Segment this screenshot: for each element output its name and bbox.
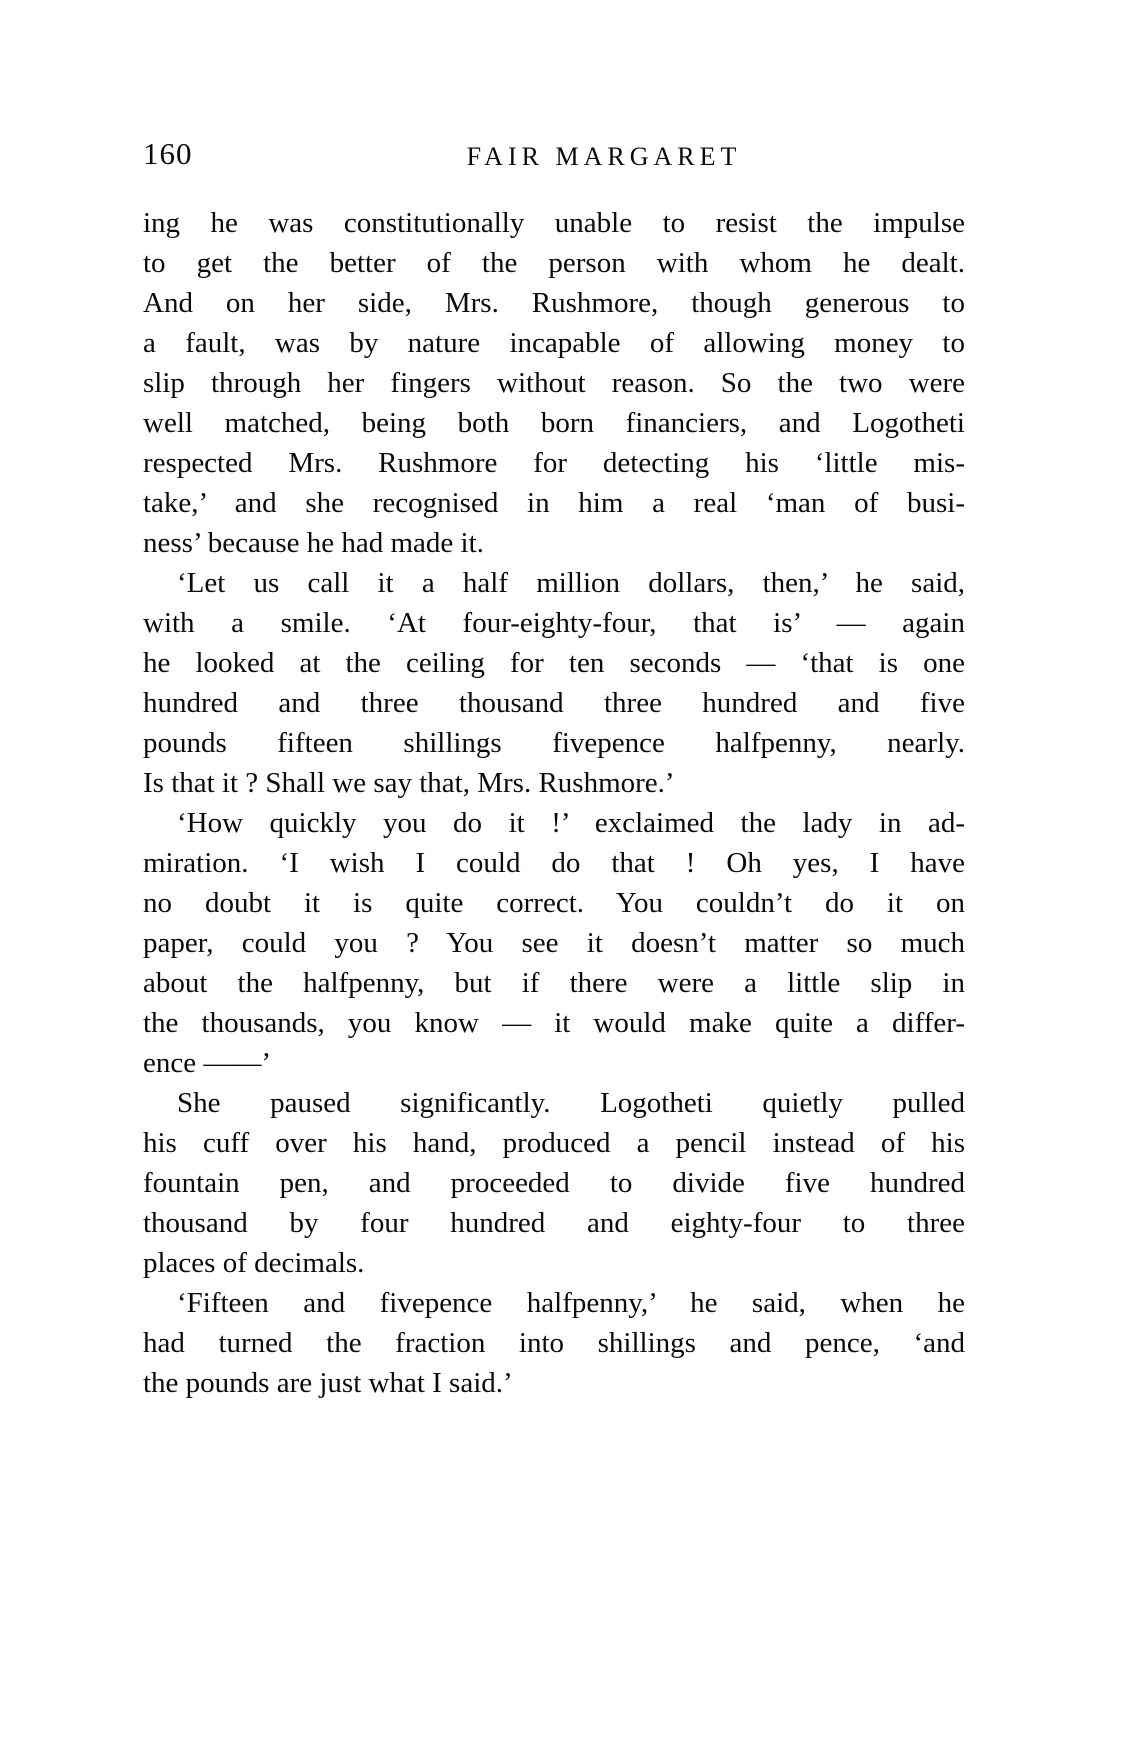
text-line: miration. ‘I wish I could do that ! Oh yes, I have: [143, 847, 965, 879]
text-line: paper, could you ? You see it doesn’t matter so much: [143, 927, 965, 959]
text-line: about the halfpenny, but if there were a little slip in: [143, 967, 965, 999]
text-line: pounds fifteen shillings fivepence halfpenny, nearly.: [143, 727, 965, 759]
text-line: fountain pen, and proceeded to divide five hundred: [143, 1167, 965, 1199]
text-line: slip through her fingers without reason. So the two were: [143, 367, 965, 399]
text-line: his cuff over his hand, produced a pencil instead of his: [143, 1127, 965, 1159]
text-line: ness’ because he had made it.: [143, 527, 484, 559]
text-line: She paused significantly. Logotheti quietly pulled: [177, 1087, 965, 1119]
text-line: And on her side, Mrs. Rushmore, though generous to: [143, 287, 965, 319]
text-line: had turned the fraction into shillings and pence, ‘and: [143, 1327, 965, 1359]
text-line: hundred and three thousand three hundred and five: [143, 687, 965, 719]
text-line: ence ——’: [143, 1047, 272, 1079]
text-line: ‘Fifteen and fivepence halfpenny,’ he said, when he: [177, 1287, 965, 1319]
text-line: Is that it ? Shall we say that, Mrs. Rushmore.’: [143, 767, 675, 799]
text-line: a fault, was by nature incapable of allowing money to: [143, 327, 965, 359]
text-block: [143, 203, 965, 1403]
text-line: ‘How quickly you do it !’ exclaimed the lady in ad-: [177, 807, 965, 839]
text-line: places of decimals.: [143, 1247, 365, 1279]
text-line: to get the better of the person with whom he dealt.: [143, 247, 965, 279]
text-line: the thousands, you know — it would make quite a differ-: [143, 1007, 965, 1039]
text-line: he looked at the ceiling for ten seconds — ‘that is one: [143, 647, 965, 679]
page-number: 160: [143, 136, 193, 171]
text-line: the pounds are just what I said.’: [143, 1367, 513, 1399]
text-line: well matched, being both born financiers, and Logotheti: [143, 407, 965, 439]
text-line: ‘Let us call it a half million dollars, then,’ he said,: [177, 567, 965, 599]
text-line: thousand by four hundred and eighty-four to three: [143, 1207, 965, 1239]
text-line: take,’ and she recognised in him a real ‘man of busi-: [143, 487, 965, 519]
text-line: with a smile. ‘At four-eighty-four, that is’ — again: [143, 607, 965, 639]
running-title: FAIR MARGARET: [466, 142, 742, 171]
text-line: respected Mrs. Rushmore for detecting his ‘little mis-: [143, 447, 965, 479]
text-line: ing he was constitutionally unable to resist the impulse: [143, 207, 965, 239]
text-line: no doubt it is quite correct. You couldn’t do it on: [143, 887, 965, 919]
